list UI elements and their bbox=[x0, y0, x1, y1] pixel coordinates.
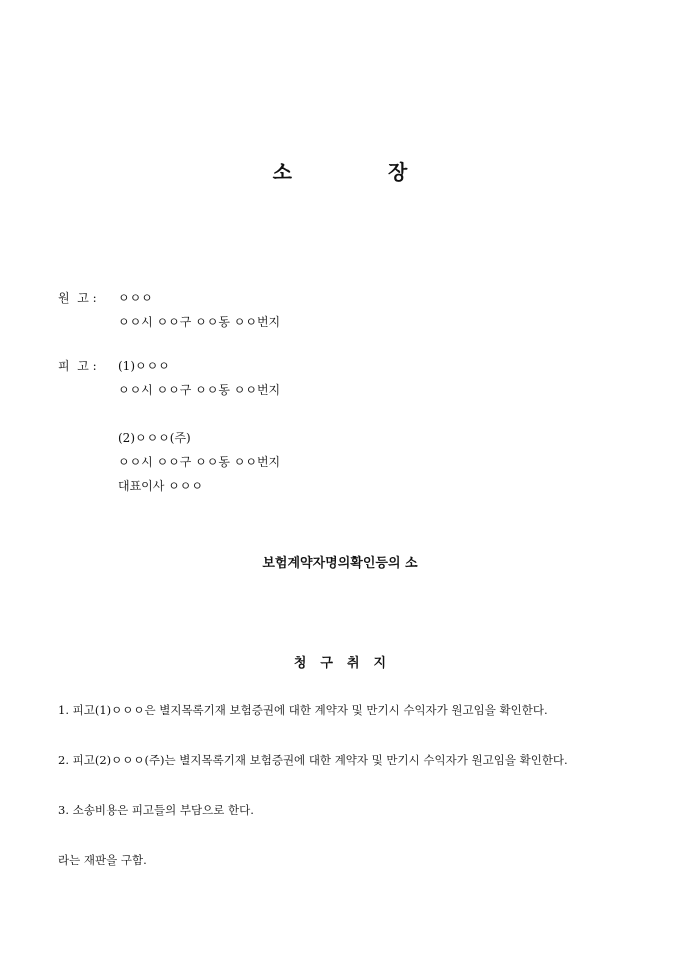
claim-item-2: 2. 피고(2)ㅇㅇㅇ(주)는 별지목록기재 보험증권에 대한 계약자 및 만기시 수익자가 원고임을 확인한다. bbox=[58, 753, 568, 767]
plaintiff-block bbox=[58, 286, 280, 334]
title-char-2: 장 bbox=[388, 160, 408, 184]
plaintiff-address: ㅇㅇ시 ㅇㅇ구 ㅇㅇ동 ㅇㅇ번지 bbox=[118, 315, 281, 329]
defendant-2-representative: 대표이사 ㅇㅇㅇ bbox=[118, 479, 203, 493]
closing-statement: 라는 재판을 구함. bbox=[58, 853, 147, 867]
defendant-1-address: ㅇㅇ시 ㅇㅇ구 ㅇㅇ동 ㅇㅇ번지 bbox=[118, 383, 281, 397]
case-name: 보험계약자명의확인등의 소 bbox=[262, 556, 418, 571]
defendant-label: 피 고 : bbox=[58, 359, 97, 373]
claim-item-1: 1. 피고(1)ㅇㅇㅇ은 별지목록기재 보험증권에 대한 계약자 및 만기시 수익자가 원고임을 확인한다. bbox=[58, 703, 548, 717]
defendant-2-address: ㅇㅇ시 ㅇㅇ구 ㅇㅇ동 ㅇㅇ번지 bbox=[118, 455, 281, 469]
document-title bbox=[0, 156, 680, 185]
claim-item-3: 3. 소송비용은 피고들의 부담으로 한다. bbox=[58, 803, 254, 817]
defendant-2-name: (2)ㅇㅇㅇ(주) bbox=[118, 431, 191, 445]
defendant-block bbox=[58, 354, 280, 498]
title-char-1: 소 bbox=[272, 160, 292, 184]
plaintiff-label: 원 고 : bbox=[58, 291, 97, 305]
defendant-1-name: (1)ㅇㅇㅇ bbox=[118, 359, 170, 373]
claim-heading: 청구취지 bbox=[293, 656, 401, 671]
plaintiff-name: ㅇㅇㅇ bbox=[118, 291, 153, 305]
